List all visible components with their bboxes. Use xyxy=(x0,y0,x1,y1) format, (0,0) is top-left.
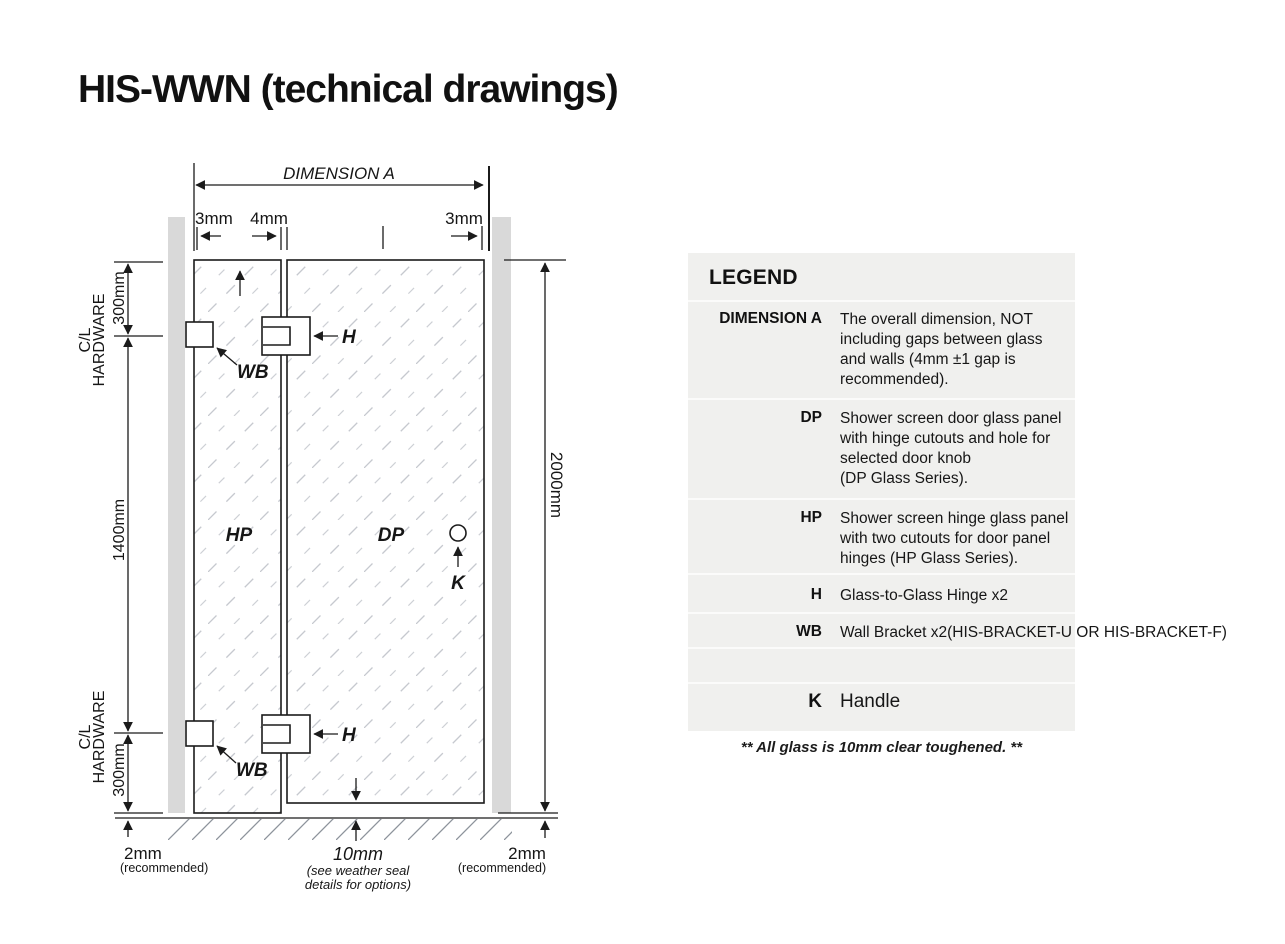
wall-bracket-top xyxy=(186,322,213,347)
dp-panel-label: DP xyxy=(377,525,405,546)
floor-gap-left-note: (recommended) xyxy=(120,861,209,875)
legend-definition: Shower screen door glass panel with hinge cutouts and hole for selected door knob (DP Glass Series). xyxy=(840,410,1062,487)
dimension-a-label: DIMENSION A xyxy=(283,164,395,183)
glass-footnote: ** All glass is 10mm clear toughened. ** xyxy=(740,739,1023,756)
legend-term: DIMENSION A xyxy=(719,310,822,327)
dim-300-top-label: 300mm xyxy=(111,271,128,325)
gap-mid-label: 4mm xyxy=(250,209,288,228)
floor-hatch xyxy=(168,819,512,840)
left-dimensions xyxy=(77,262,208,875)
legend-term xyxy=(688,649,822,682)
floor-gap-right-label: 2mm xyxy=(508,844,546,863)
door-gap-note-1: (see weather seal xyxy=(306,863,410,878)
glass-to-glass-hinge-top xyxy=(262,317,310,355)
legend-panel xyxy=(688,253,1227,731)
cl-hardware-top-line1: C/L xyxy=(77,327,94,353)
legend-row-wb xyxy=(688,612,1227,647)
glass-to-glass-hinge-bottom xyxy=(262,715,310,753)
legend-term: DP xyxy=(800,409,822,426)
wall-bracket-bottom xyxy=(186,721,213,746)
legend-row-h xyxy=(688,573,1075,612)
legend-term: HP xyxy=(800,509,822,526)
legend-row-dp xyxy=(688,398,1075,498)
wall-bracket-bottom-label: WB xyxy=(236,760,268,781)
floor-gap-right-note: (recommended) xyxy=(457,861,547,875)
dim-1400-label: 1400mm xyxy=(111,498,128,562)
gap-left-label: 3mm xyxy=(195,209,233,228)
hinge-top-label: H xyxy=(342,327,356,348)
dim-300-bottom-label: 300mm xyxy=(111,743,128,797)
door-gap-label: 10mm xyxy=(332,844,384,864)
legend-row-dimension-a xyxy=(688,300,1075,398)
floor-gap-left-label: 2mm xyxy=(124,844,162,863)
legend-term: WB xyxy=(796,623,822,640)
gap-right-label: 3mm xyxy=(445,209,483,228)
door-gap-note-2: details for options) xyxy=(304,877,412,892)
legend-definition: The overall dimension, NOT including gaps between glass and walls (4mm ±1 gap is recommended). xyxy=(840,311,1043,388)
page-title: HIS-WWN (technical drawings) xyxy=(78,68,618,111)
legend-definition: Wall Bracket x2(HIS-BRACKET-U OR HIS-BRACKET-F) xyxy=(840,624,1227,641)
top-gap-dimensions xyxy=(195,209,483,250)
legend-definition: Handle xyxy=(840,691,901,712)
legend-term: K xyxy=(808,691,822,712)
legend-row-hp xyxy=(688,498,1075,573)
door-knob-hole xyxy=(450,525,466,541)
cl-hardware-bottom-line1: C/L xyxy=(77,724,94,750)
legend-term: H xyxy=(810,586,822,603)
technical-drawing xyxy=(0,0,640,944)
dim-2000-label: 2000mm xyxy=(547,451,566,519)
hp-panel-label: HP xyxy=(225,525,253,546)
legend-definition: Shower screen hinge glass panel with two cutouts for door panel hinges (HP Glass Series). xyxy=(840,510,1069,567)
legend-row-k xyxy=(688,682,1075,727)
left-wall xyxy=(168,217,185,813)
cl-hardware-top-line2: HARDWARE xyxy=(91,293,108,387)
hinge-bottom-label: H xyxy=(342,725,356,746)
wall-bracket-top-label: WB xyxy=(237,362,269,383)
legend-row-empty xyxy=(688,647,1075,682)
handle-label: K xyxy=(451,573,465,594)
right-wall xyxy=(492,217,511,813)
legend-heading: LEGEND xyxy=(709,266,798,289)
dimension-a xyxy=(194,163,489,251)
legend-definition: Glass-to-Glass Hinge x2 xyxy=(840,587,1008,604)
cl-hardware-bottom-line2: HARDWARE xyxy=(91,690,108,784)
